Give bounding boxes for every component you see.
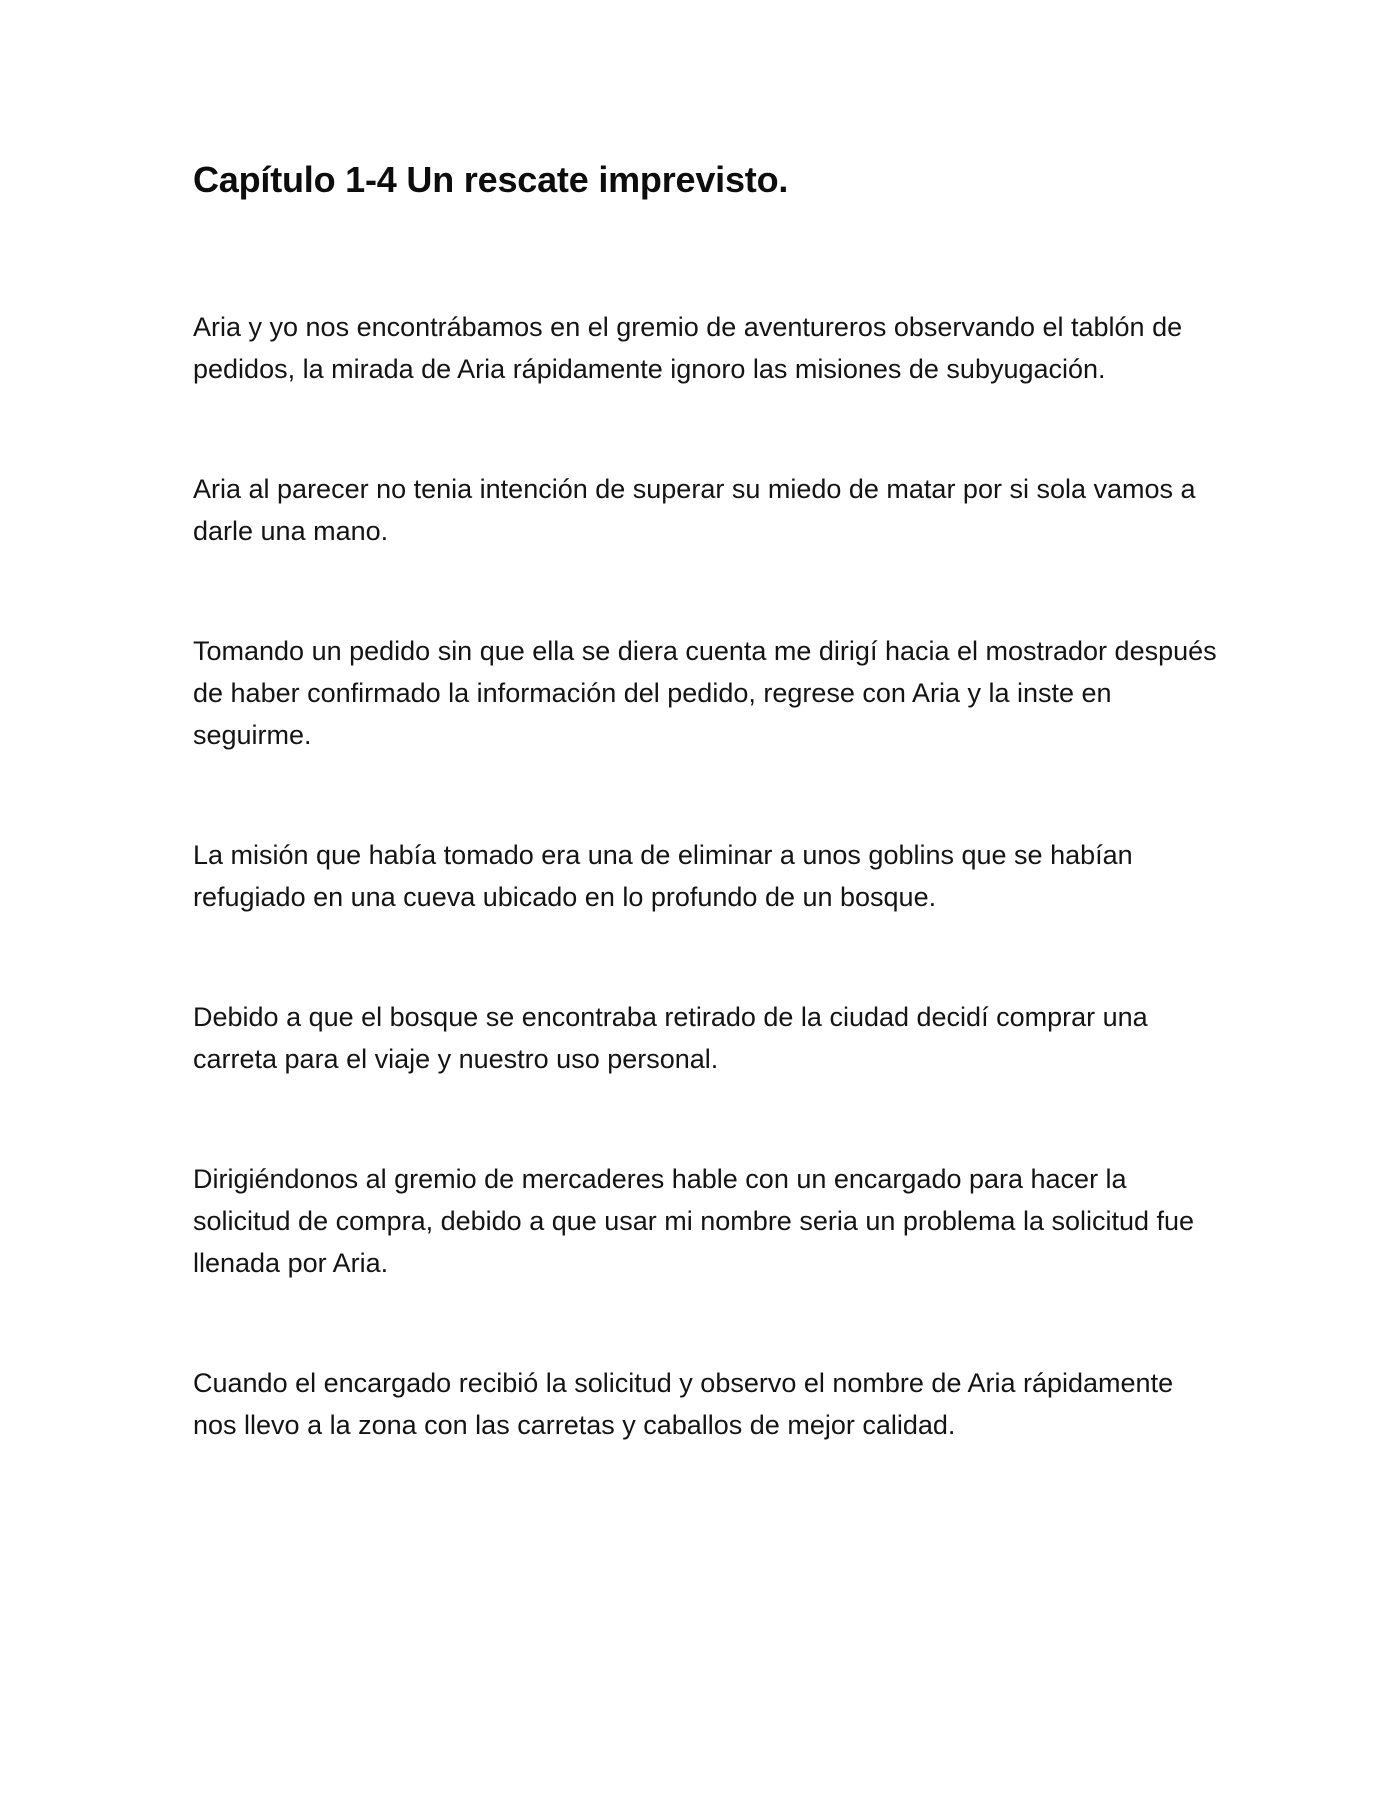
paragraph-1: Aria y yo nos encontrábamos en el gremio de aventureros observando el tablón de pedidos, la mirada de Aria rápidamente ignoro las misiones de subyugación. bbox=[193, 312, 1183, 384]
paragraph-6: Dirigiéndonos al gremio de mercaderes hable con un encargado para hacer la solicitud de compra, debido a que usar mi nombre seria un problema la solicitud fue llenada por Aria. bbox=[193, 1164, 1195, 1278]
paragraph-5: Debido a que el bosque se encontraba retirado de la ciudad decidí comprar una carreta para el viaje y nuestro uso personal. bbox=[193, 1002, 1148, 1074]
paragraph-4: La misión que había tomado era una de eliminar a unos goblins que se habían refugiado en una cueva ubicado en lo profundo de un bosque. bbox=[193, 840, 1133, 912]
paragraph-2: Aria al parecer no tenia intención de superar su miedo de matar por si sola vamos a darle una mano. bbox=[193, 474, 1196, 546]
paragraph-3: Tomando un pedido sin que ella se diera cuenta me dirigí hacia el mostrador después de haber confirmado la información del pedido, regrese con Aria y la inste en seguirme. bbox=[193, 636, 1217, 750]
document-page bbox=[193, 158, 1223, 1446]
paragraph-7: Cuando el encargado recibió la solicitud y observo el nombre de Aria rápidamente nos llevo a la zona con las carretas y caballos de mejor calidad. bbox=[193, 1368, 1174, 1440]
chapter-title: Capítulo 1-4 Un rescate imprevisto. bbox=[193, 159, 789, 200]
